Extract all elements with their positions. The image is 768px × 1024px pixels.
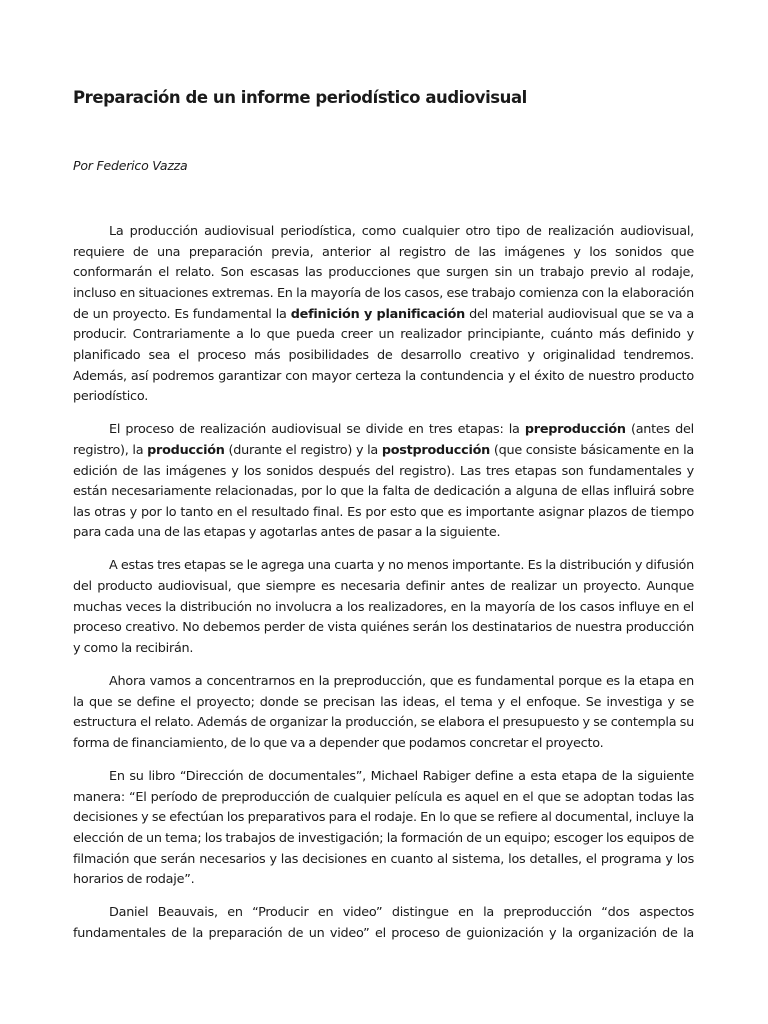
text-run: La producción audiovisual periodística, como cualquier otro tipo de realización audiovisual, requiere de una preparación previa, anterior al registro de las imágenes y los sonidos que conformarán el relato. Son escasas las producciones que surgen sin un trabajo previo al rodaje, incluso en situaciones extremas. En la mayoría de los casos, ese trabajo comienza con la elaboración de un proyecto. Es fundamental la (73, 224, 694, 322)
text-run: (que consiste básicamente en la edición de las imágenes y los sonidos después del registro). Las tres etapas son fundamentales y están necesariamente relacionadas, por lo que la falta de dedicación a alguna de ellas influirá sobre las otras y por lo tanto en el resultado final. Es por esto que es importante asignar plazos de tiempo para cada una de las etapas y agotarlas antes de pasar a la siguiente. (73, 442, 695, 541)
bold-term: preproducción (524, 422, 626, 438)
body-paragraph (73, 672, 694, 755)
text-run: Daniel Beauvais, en “Producir en video” distingue en la preproducción “dos aspectos fundamentales de la preparación de un video” el proceso de guionización y la organización de la (73, 905, 694, 941)
document-body (73, 222, 694, 957)
text-run: del material audiovisual que se va a producir. Contrariamente a lo que pueda creer un realizador principiante, cuánto más definido y planificado sea el proceso más posibilidades de desarrollo creativo y originalidad tendremos. Además, así podremos garantizar con mayor certeza la contundencia y el éxito de nuestro producto periodístico. (73, 306, 694, 405)
text-run: Ahora vamos a concentrarnos en la preproducción, que es fundamental porque es la etapa en la que se define el proyecto; donde se precisan las ideas, el tema y el enfoque. Se investiga y se estructura el relato. Además de organizar la producción, se elabora el presupuesto y se contempla su forma de financiamiento, de lo que va a depender que podamos concretar el proyecto. (73, 674, 694, 751)
body-paragraph (73, 903, 694, 944)
bold-term: definición y planificación (290, 306, 466, 322)
body-paragraph (73, 222, 694, 408)
body-paragraph (73, 767, 694, 891)
text-run: A estas tres etapas se le agrega una cuarta y no menos importante. Es la distribución y difusión del producto audiovisual, que siempre es necesaria definir antes de realizar un proyecto. Aunque muchas veces la distribución no involucra a los realizadores, en la mayoría de los casos influye en el proceso creativo. No debemos perder de vista quiénes serán los destinatarios de nuestra producción y como la recibirán. (73, 558, 694, 657)
text-run: El proceso de realización audiovisual se divide en tres etapas: la (109, 422, 525, 438)
text-run: (antes del registro), la (73, 422, 694, 458)
document-title: Preparación de un informe periodístico audiovisual (73, 88, 527, 107)
text-run: (durante el registro) y la (224, 442, 382, 458)
bold-term: producción (147, 442, 225, 458)
body-paragraph (73, 420, 694, 544)
text-run: En su libro “Dirección de documentales”, Michael Rabiger define a esta etapa de la siguiente manera: “El período de preproducción de cualquier película es aquel en el que se adoptan todas las decisiones y se efectúan los preparativos para el rodaje. En lo que se refiere al documental, incluye la elección de un tema; los trabajos de investigación; la formación de un equipo; escoger los equipos de filmación que serán necesarios y las decisiones en cuanto al sistema, los detalles, el programa y los horarios de rodaje”. (73, 768, 694, 888)
document-author: Por Federico Vazza (73, 158, 188, 173)
bold-term: postproducción (381, 442, 491, 458)
body-paragraph (73, 556, 694, 659)
